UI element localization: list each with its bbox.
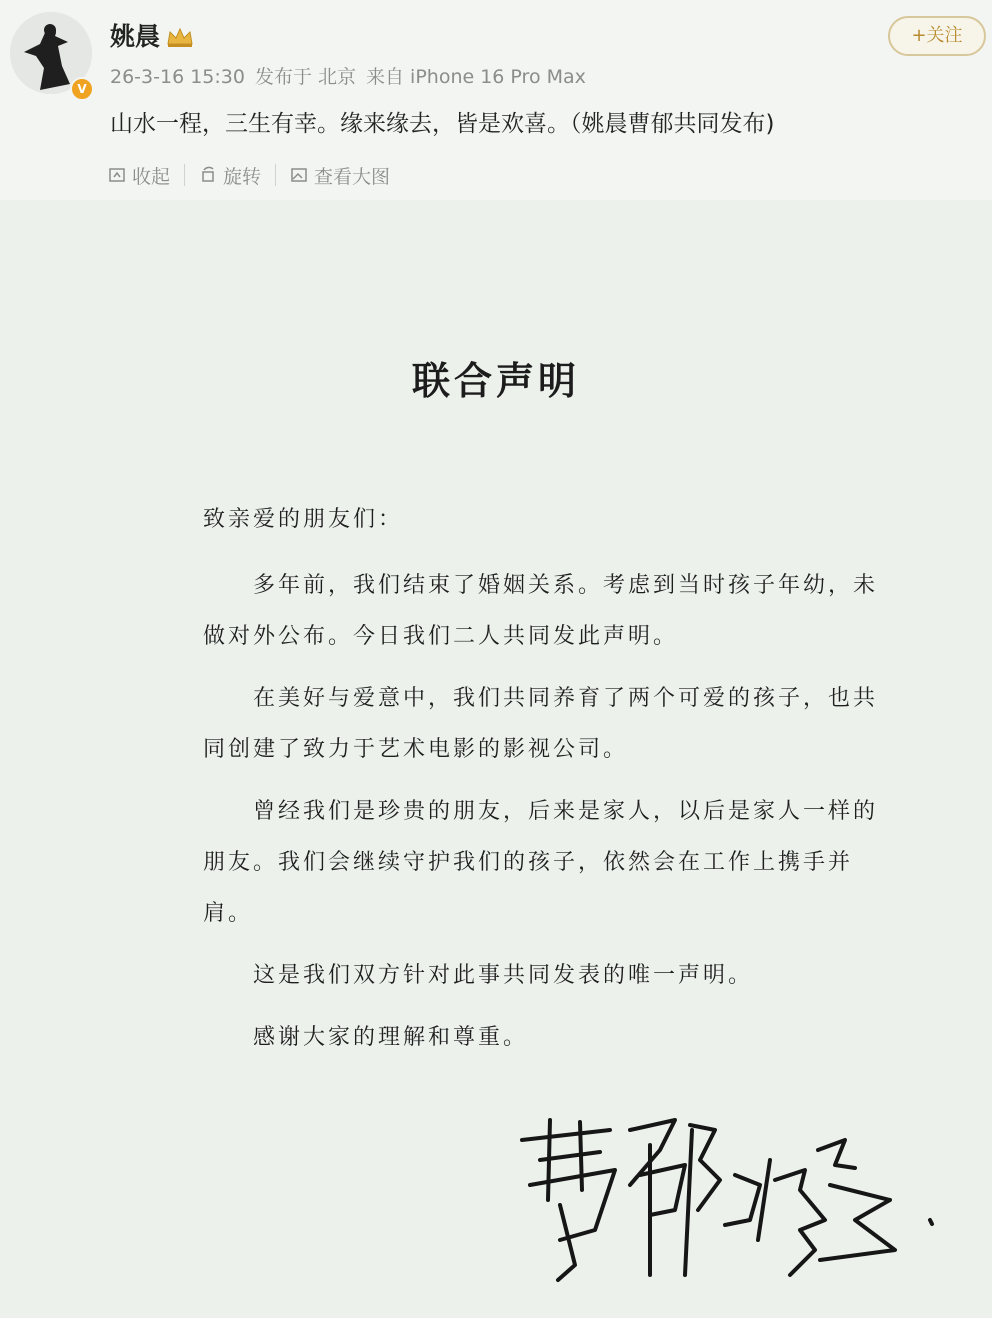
- statement-greeting: 致亲爱的朋友们：: [203, 507, 404, 532]
- collapse-label: 收起: [132, 165, 171, 188]
- crown-icon: [166, 26, 194, 48]
- post-device: 来自 iPhone 16 Pro Max: [366, 66, 586, 88]
- follow-button[interactable]: +关注: [888, 16, 986, 56]
- image-toolbar: [108, 160, 390, 190]
- toolbar-divider: [275, 164, 276, 186]
- statement-paragraph: 多年前，我们结束了婚姻关系。考虑到当时孩子年幼，未做对外公布。今日我们二人共同发此声明。: [203, 573, 879, 649]
- verified-badge-icon: V: [70, 77, 94, 101]
- weibo-post-header: [0, 0, 992, 200]
- view-large-label: 查看大图: [314, 165, 391, 188]
- view-large-button[interactable]: [290, 162, 390, 189]
- collapse-icon: [108, 166, 126, 184]
- post-location: 发布于 北京: [254, 66, 356, 88]
- username[interactable]: 姚晨: [110, 22, 161, 51]
- collapse-button[interactable]: [108, 162, 170, 189]
- handwritten-signature: [500, 1090, 950, 1290]
- rotate-icon: [199, 166, 217, 184]
- rotate-label: 旋转: [223, 165, 262, 188]
- statement-paragraph: 在美好与爱意中，我们共同养育了两个可爱的孩子，也共同创建了致力于艺术电影的影视公司。: [203, 686, 879, 762]
- statement-image[interactable]: [0, 200, 992, 1318]
- post-date: 26-3-16 15:30: [110, 66, 245, 88]
- statement-paragraph: 这是我们双方针对此事共同发表的唯一声明。: [253, 963, 754, 988]
- statement-body: [203, 494, 893, 1074]
- toolbar-divider: [184, 164, 185, 186]
- statement-paragraph: 感谢大家的理解和尊重。: [253, 1025, 529, 1050]
- post-meta: [110, 64, 596, 90]
- statement-paragraph: 曾经我们是珍贵的朋友，后来是家人，以后是家人一样的朋友。我们会继续守护我们的孩子，依然会在工作上携手并肩。: [203, 799, 879, 926]
- image-icon: [290, 166, 308, 184]
- rotate-button[interactable]: [199, 162, 261, 189]
- statement-title: 联合声明: [411, 358, 580, 403]
- post-text: 山水一程，三生有幸。缘来缘去，皆是欢喜。（姚晨曹郁共同发布): [110, 111, 775, 137]
